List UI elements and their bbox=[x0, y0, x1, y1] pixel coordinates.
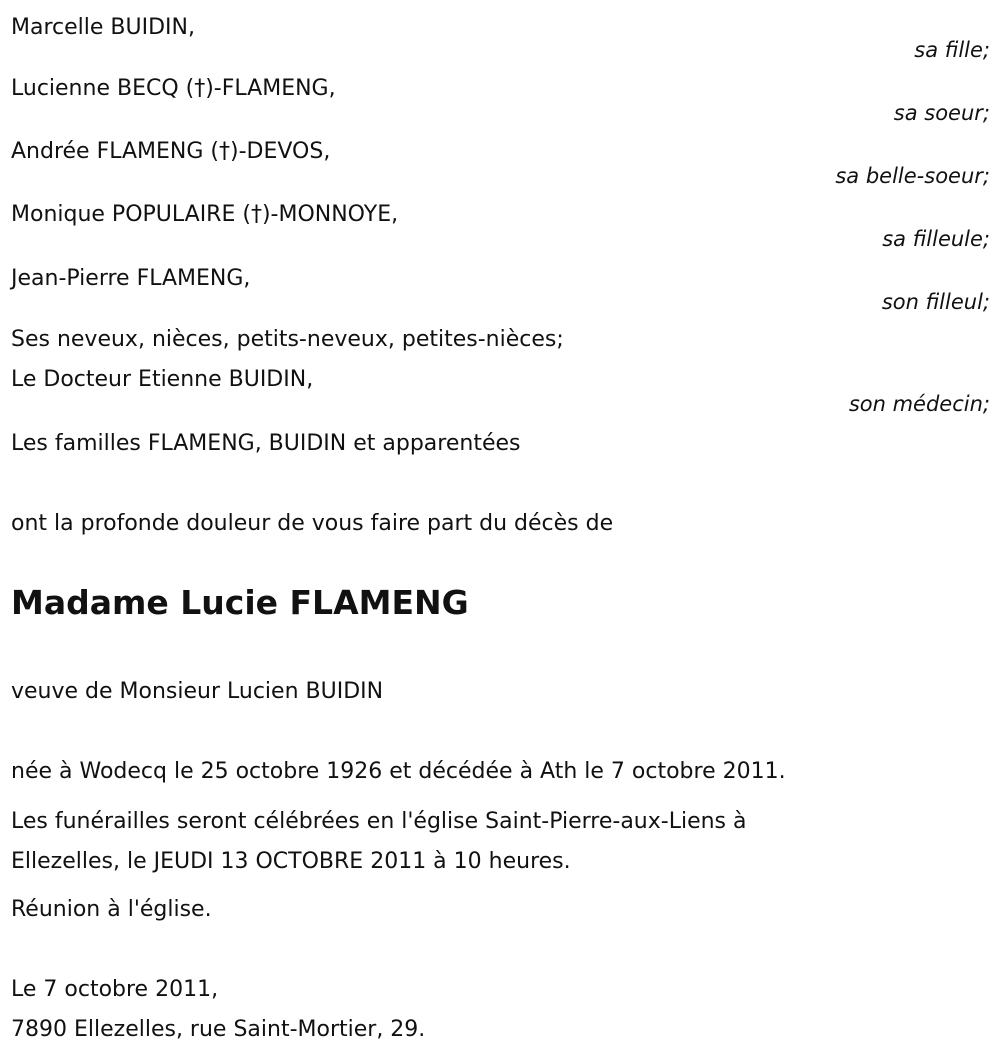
family-name: Lucienne BECQ (†)-FLAMENG, bbox=[11, 76, 336, 101]
funeral-line-2: Ellezelles, le JEUDI 13 OCTOBRE 2011 à 10 heures. bbox=[11, 849, 571, 874]
birth-death: née à Wodecq le 25 octobre 1926 et décédée à Ath le 7 octobre 2011. bbox=[11, 759, 786, 784]
family-relation: sa fille; bbox=[914, 38, 990, 62]
family-name: Monique POPULAIRE (†)-MONNOYE, bbox=[11, 202, 399, 227]
family-relation: son filleul; bbox=[881, 290, 990, 314]
family-relation: sa soeur; bbox=[893, 101, 990, 125]
family-name: Andrée FLAMENG (†)-DEVOS, bbox=[11, 139, 331, 164]
announcement: ont la profonde douleur de vous faire part du décès de bbox=[11, 511, 614, 536]
widow-of: veuve de Monsieur Lucien BUIDIN bbox=[11, 679, 384, 704]
nephews-line: Ses neveux, nièces, petits-neveux, petites-nièces; bbox=[11, 327, 564, 352]
address: 7890 Ellezelles, rue Saint-Mortier, 29. bbox=[11, 1017, 426, 1042]
family-relation: sa filleule; bbox=[882, 227, 990, 251]
doctor-name: Le Docteur Etienne BUIDIN, bbox=[11, 367, 314, 392]
deceased-name: Madame Lucie FLAMENG bbox=[11, 583, 469, 622]
funeral-line-1: Les funérailles seront célébrées en l'église Saint-Pierre-aux-Liens à bbox=[11, 809, 747, 834]
family-relation: sa belle-soeur; bbox=[835, 164, 990, 188]
family-name: Marcelle BUIDIN, bbox=[11, 15, 195, 40]
date: Le 7 octobre 2011, bbox=[11, 977, 219, 1002]
meeting: Réunion à l'église. bbox=[11, 897, 212, 922]
family-name: Jean-Pierre FLAMENG, bbox=[11, 266, 251, 291]
doctor-relation: son médecin; bbox=[848, 392, 990, 416]
families-line: Les familles FLAMENG, BUIDIN et apparentées bbox=[11, 431, 521, 456]
